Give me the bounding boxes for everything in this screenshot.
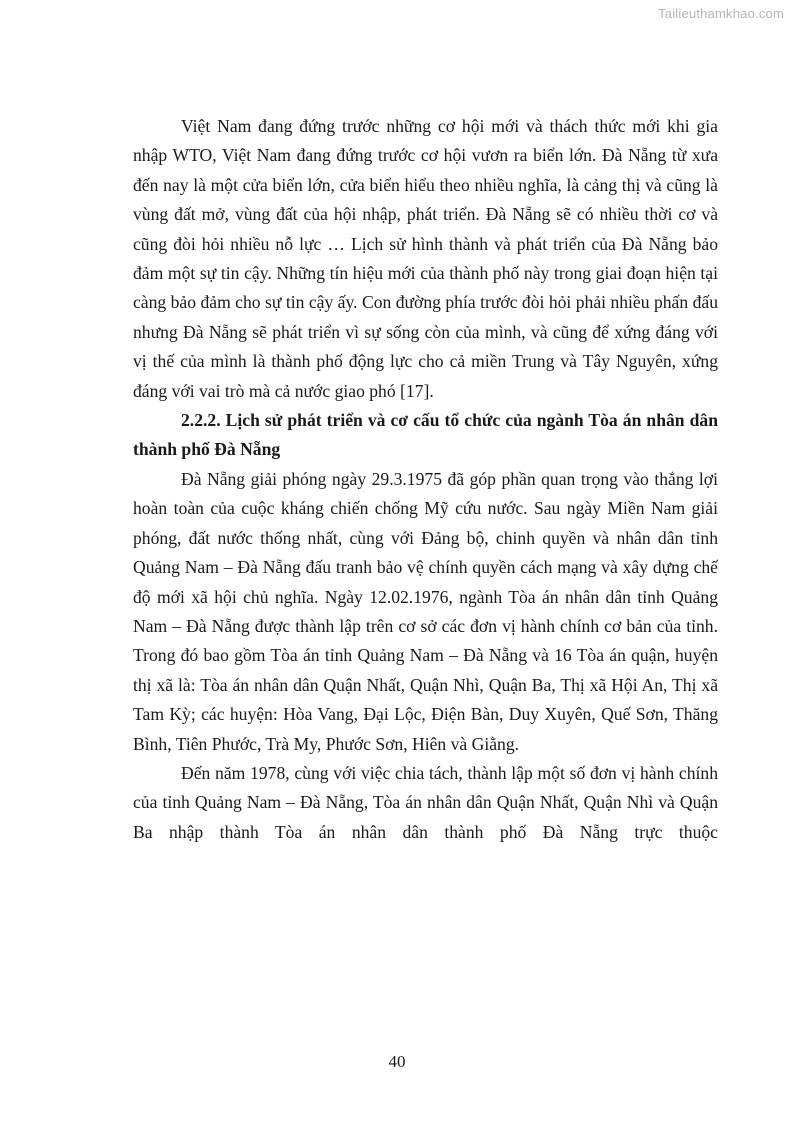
paragraph-court-history-1975: Đà Nẵng giải phóng ngày 29.3.1975 đã góp phần quan trọng vào thắng lợi hoàn toàn của cuộc kháng chiến chống Mỹ cứu nước. Sau ngày Miền Nam giải phóng, đất nước thống nhất, cùng với Đảng bộ, chinh quyền và nhân dân tỉnh Quảng Nam – Đà Nẵng đấu tranh bảo vệ chính quyền cách mạng và xây dựng chế độ mới xã hội chủ nghĩa. Ngày 12.02.1976, ngành Tòa án nhân dân tỉnh Quảng Nam – Đà Nẵng được thành lập trên cơ sở các đơn vị hành chính cơ bản của tỉnh. Trong đó bao gồm Tòa án tỉnh Quảng Nam – Đà Nẵng và 16 Tòa án quận, huyện thị xã là: Tòa án nhân dân Quận Nhất, Quận Nhì, Quận Ba, Thị xã Hội An, Thị xã Tam Kỳ; các huyện: Hòa Vang, Đại Lộc, Điện Bàn, Duy Xuyên, Quế Sơn, Thăng Bình, Tiên Phước, Trà My, Phước Sơn, Hiên và Giằng. — [133, 468, 718, 754]
page-number: 40 — [388, 1052, 406, 1071]
paragraph-court-history-1978: Đến năm 1978, cùng với việc chia tách, thành lập một số đơn vị hành chính của tỉnh Quảng Nam – Đà Nẵng, Tòa án nhân dân Quận Nhất, Quận Nhì và Quận Ba nhập thành Tòa án nhân dân thành phố Đà Nẵng trực thuộc — [133, 762, 718, 842]
document-body — [133, 112, 718, 847]
watermark: Tailieuthamkhao.com — [658, 6, 784, 21]
section-heading-2-2-2: 2.2.2. Lịch sử phát triển và cơ cấu tổ chức của ngành Tòa án nhân dân thành phố Đà Nẵng — [133, 410, 718, 460]
paragraph-da-nang-opportunities: Việt Nam đang đứng trước những cơ hội mới và thách thức mới khi gia nhập WTO, Việt Nam đang đứng trước cơ hội vươn ra biển lớn. Đà Nẵng từ xưa đến nay là một cửa biển lớn, cửa biển hiểu theo nhiều nghĩa, là cảng thị và cũng là vùng đất mở, vùng đất của hội nhập, phát triển. Đà Nẵng sẽ có nhiều thời cơ và cũng đòi hỏi nhiều nỗ lực … Lịch sử hình thành và phát triển của Đà Nẵng bảo đảm một sự tin cậy. Những tín hiệu mới của thành phố này trong giai đoạn hiện tại càng bảo đảm cho sự tin cậy ấy. Con đường phía trước đòi hỏi phải nhiều phấn đấu nhưng Đà Nẵng sẽ phát triển vì sự sống còn của mình, và cũng để xứng đáng với vị thế của mình là thành phố động lực cho cả miền Trung và Tây Nguyên, xứng đáng với vai trò mà cả nước giao phó [17]. — [133, 116, 718, 401]
